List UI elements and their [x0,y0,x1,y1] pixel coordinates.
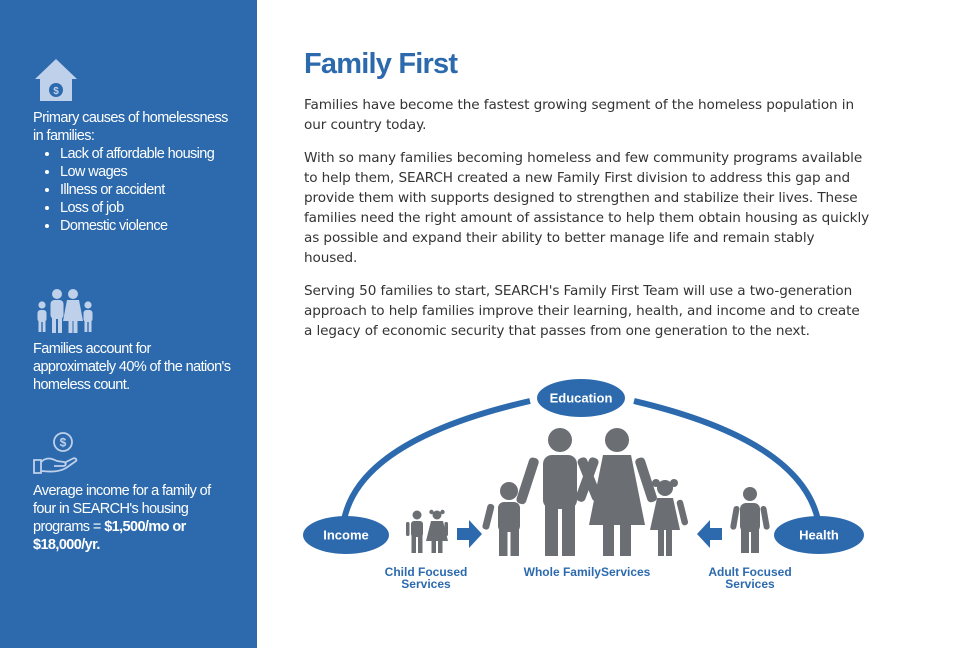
families-statistic: Families account for approximately 40% of the nation's homeless count. [33,341,231,393]
two-generation-diagram [300,370,870,595]
svg-text:$: $ [59,435,67,450]
arrow-left-icon [697,520,722,548]
whole-family-services-label: Whole FamilyServices [523,565,651,579]
children-icon [406,510,448,553]
intro-paragraph: Families have become the fastest growing segment of the homeless population in our country today. [304,97,854,133]
hand-coin-icon [33,431,79,475]
sidebar [0,0,257,648]
family-icon [33,287,97,335]
income-description: Average income for a family of four in SEARCH's housing programs = [33,483,211,535]
division-paragraph: With so many families becoming homeless and few community programs available to help them, SEARCH created a new Family First division to address this gap and provide them with supports designed to strengthen and stabilize their lives. These families need the right amount of assistance to help them obtain housing as quickly as possible and expand their ability to better manage life and remain stably housed. [304,150,870,266]
education-node [537,379,625,417]
adult-icon [730,487,770,553]
cause-item: • Illness or accident [60,181,233,199]
house-dollar-icon [33,57,79,103]
whole-family-icon [482,428,689,556]
education-label: Education [549,390,613,406]
income-value: $1,500/mo or $18,000/yr. [33,519,186,553]
adult-services-label-line2: Services [725,577,775,591]
cause-item: • Low wages [60,163,233,181]
cause-item: • Domestic violence [60,217,233,235]
income-label: Income [323,527,369,543]
approach-paragraph: Serving 50 families to start, SEARCH's Family First Team will use a two-generation approach to help families improve their learning, health, and income and to create a legacy of economic security that passes from one generation to the next. [304,283,860,339]
child-services-label-line2: Services [401,577,451,591]
causes-list [33,145,233,235]
page-title: Family First [304,48,458,80]
adult-services-label-line1: Adult Focused [708,565,792,579]
cause-item: • Loss of job [60,199,233,217]
arc-left [344,401,530,520]
income-node [303,516,389,554]
homelessness-causes [33,109,233,235]
svg-text:$: $ [53,86,59,97]
average-income [33,482,233,554]
health-node [774,516,864,554]
cause-item: • Lack of affordable housing [60,145,233,163]
causes-heading: Primary causes of homelessness in families: [33,110,228,144]
health-label: Health [799,527,839,543]
arrow-right-icon [457,520,482,548]
child-services-label-line1: Child Focused [384,565,468,579]
